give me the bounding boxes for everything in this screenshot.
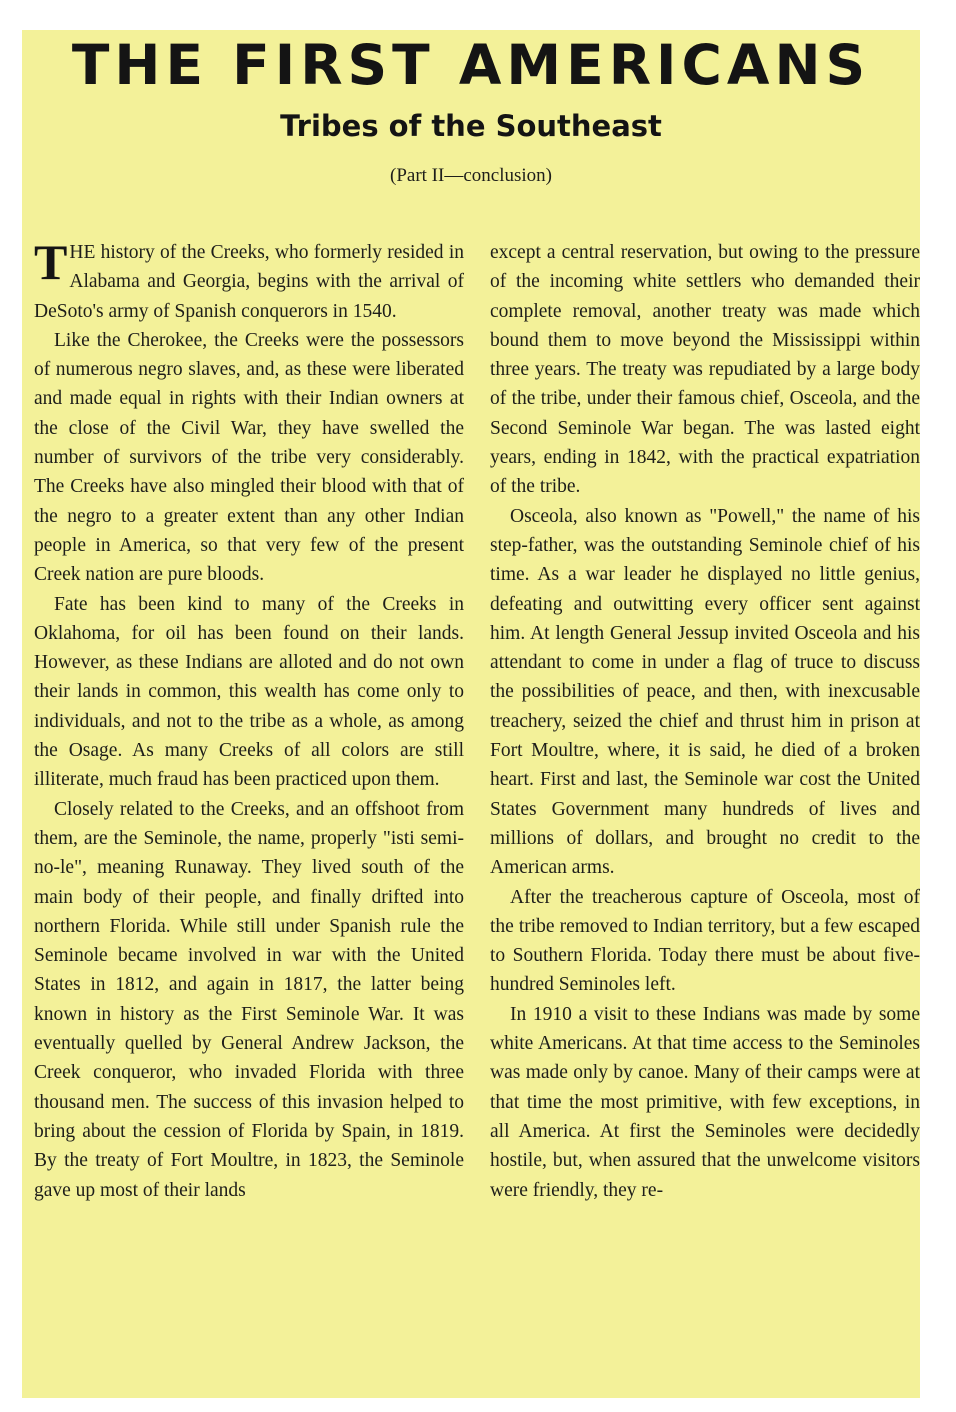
article-title: THE FIRST AMERICANS [71, 33, 871, 97]
paragraph-after-capture: After the treacherous capture of Osceola, most of the tribe removed to Indian territory, but a few escaped to Southern Florida. Today there must be about five-hundred Seminoles left. [490, 886, 920, 996]
article-columns [34, 234, 920, 1205]
paragraph-text: HE history of the Creeks, who formerly resided in Alabama and Georgia, begins with the arrival of DeSoto's army of Spanish conquerors in 1540. [34, 242, 464, 322]
paragraph-1910-visit: In 1910 a visit to these Indians was made by some white Americans. At that time access to the Seminoles was made only by canoe. Many of their camps were at that time the most primitive, with few exceptions, in all America. At first the Seminoles were decidedly hostile, but, when assured that the unwelcome visitors were friendly, they re- [490, 1003, 920, 1201]
drop-cap: T [34, 234, 68, 290]
paragraph-negro-slaves: Like the Cherokee, the Creeks were the possessors of numerous negro slaves, and, as these were liberated and made equal in rights with their Indian owners at the close of the Civil War, they have swelled the number of survivors of the tribe very considerably. The Creeks have also mingled their blood with that of the negro to a greater extent than any other Indian people in America, so that very few of the present Creek nation are pure bloods. [34, 329, 464, 586]
comic-text-page [22, 30, 920, 1398]
paragraph-creeks-history [34, 234, 464, 326]
paragraph-seminole-origin: Closely related to the Creeks, and an offshoot from them, are the Seminole, the name, properly "isti semi-no-le", meaning Runaway. They lived south of the main body of their people, and finally drifted into northern Florida. While still under Spanish rule the Seminole became involved in war with the United States in 1812, and again in 1817, the latter being known in history as the First Seminole War. It was eventually quelled by General Andrew Jackson, the Creek conqueror, who invaded Florida with three thousand men. The success of this invasion helped to bring about the cession of Florida by Spain, in 1819. By the treaty of Fort Moultre, in 1823, the Seminole gave up most of their lands [34, 798, 464, 1201]
article-subtitle: Tribes of the Southeast [280, 109, 662, 143]
paragraph-second-seminole-war: except a central reservation, but owing to the pressure of the incoming white settlers who demanded their complete removal, another treaty was made which bound them to move beyond the Mississippi within three years. The treaty was repudiated by a large body of the tribe, under their famous chief, Osceola, and the Second Seminole War began. The was lasted eight years, ending in 1842, with the practical expatriation of the tribe. [490, 242, 920, 498]
paragraph-oklahoma-oil: Fate has been kind to many of the Creeks in Oklahoma, for oil has been found on their lands. However, as these Indians are alloted and do not own their lands in common, this wealth has come only to individuals, and not to the tribe as a whole, as among the Osage. As many Creeks of all colors are still illiterate, much fraud has been practiced upon them. [34, 593, 464, 791]
paragraph-osceola: Osceola, also known as "Powell," the name of his step-father, was the outstanding Seminole chief of his time. As a war leader he displayed no little genius, defeating and outwitting every officer sent against him. At length General Jessup invited Osceola and his attendant to come in under a flag of truce to discuss the possibilities of peace, and then, with inexcusable treachery, seized the chief and thrust him in prison at Fort Moultre, where, it is said, he died of a broken heart. First and last, the Seminole war cost the United States Government many hundreds of lives and millions of dollars, and brought no credit to the American arms. [490, 505, 920, 879]
part-label: (Part II—conclusion) [390, 165, 552, 186]
right-column [490, 238, 920, 1205]
left-column [34, 234, 464, 1205]
